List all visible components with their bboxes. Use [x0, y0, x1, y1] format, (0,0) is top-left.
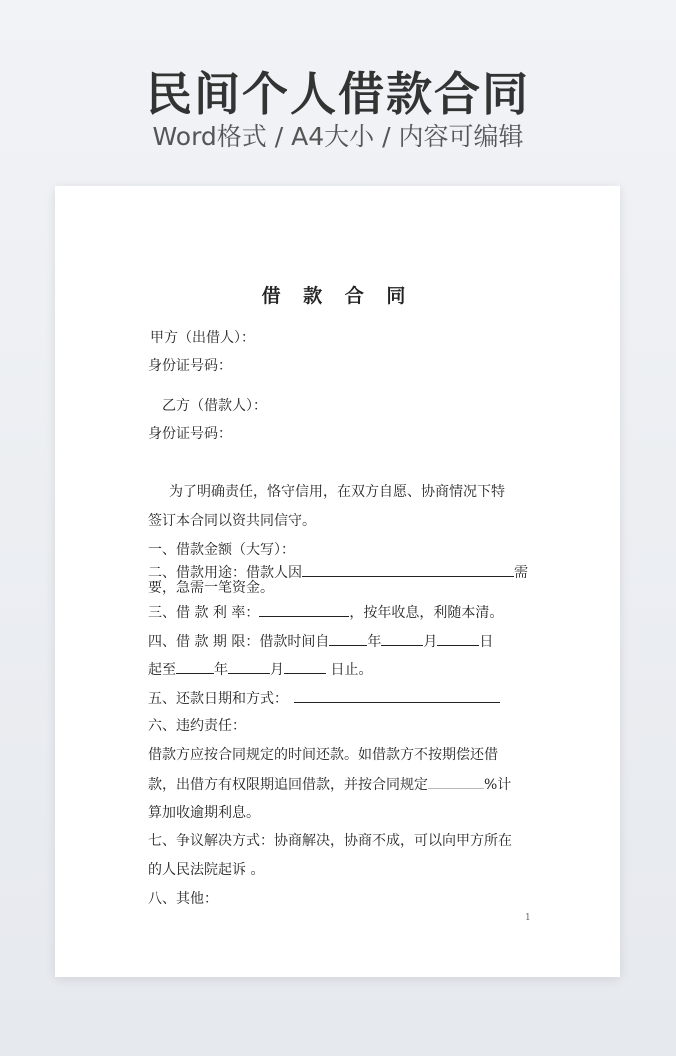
clause-2-text-2: 要，急需一笔资金。	[148, 580, 274, 596]
clause-5-text: 五、还款日期和方式：	[148, 691, 288, 707]
clause-6-para-1	[148, 745, 498, 765]
clause-6-text-3: 算加收逾期利息。	[148, 805, 260, 821]
party-a-id-line	[148, 356, 232, 376]
banner-title: 民间个人借款合同	[146, 67, 530, 121]
penalty-rate-blank[interactable]	[428, 774, 484, 789]
purpose-blank[interactable]	[302, 562, 514, 577]
clause-7-line	[148, 831, 512, 851]
document-title: 借 款 合 同	[261, 285, 414, 307]
start-day-blank[interactable]	[437, 631, 479, 646]
clause-4-end-month: 月	[270, 662, 284, 678]
preamble-text-2: 签订本合同以资共同信守。	[148, 513, 316, 529]
clause-7-line-2	[148, 860, 264, 880]
clause-7-text: 七、争议解决方式：协商解决，协商不成，可以向甲方所在	[148, 833, 512, 849]
clause-4-day: 日	[479, 634, 494, 650]
preamble-text-1: 为了明确责任，恪守信用，在双方自愿、协商情况下特	[169, 484, 505, 500]
clause-4-text: 四、借 款 期 限：借款时间自	[148, 634, 330, 650]
banner-subtitle: Word格式 / A4大小 / 内容可编辑	[152, 122, 524, 151]
clause-4-until: 起至	[148, 662, 176, 678]
clause-2-need: 需	[514, 565, 528, 581]
start-year-blank[interactable]	[329, 631, 367, 646]
clause-7-text-2: 的人民法院起诉 。	[148, 862, 265, 878]
clause-4-end: 日止。	[330, 662, 373, 678]
clause-4-month: 月	[423, 634, 438, 650]
clause-6-line	[148, 716, 246, 736]
preamble-line-2	[148, 511, 316, 531]
clause-2-line-2	[148, 578, 274, 598]
end-year-blank[interactable]	[176, 659, 214, 674]
clause-6-text: 六、违约责任：	[148, 718, 246, 734]
party-b-id-label: 身份证号码：	[148, 426, 232, 442]
clause-3-text-2: ，按年收息，利随本清。	[349, 605, 504, 621]
party-b-label: 乙方（借款人）：	[162, 398, 267, 414]
clause-6-percent: %计	[484, 777, 512, 793]
clause-2-text: 二、借款用途：借款人因	[148, 565, 302, 581]
clause-6-text-1: 借款方应按合同规定的时间还款。如借款方不按期偿还借	[148, 747, 498, 763]
document-page	[55, 186, 620, 977]
clause-3-text: 三、借 款 利 率：	[148, 605, 260, 621]
clause-6-text-2: 款，出借方有权限期追回借款，并按合同规定	[148, 777, 428, 793]
clause-6-para-2	[148, 774, 511, 795]
clause-4-year: 年	[367, 634, 382, 650]
start-month-blank[interactable]	[381, 631, 423, 646]
party-b-id-line	[148, 424, 232, 444]
clause-3-line	[148, 602, 503, 623]
party-b-line	[162, 396, 267, 416]
preamble-line-1	[169, 482, 505, 502]
clause-8-line	[148, 889, 218, 909]
page-number: 1	[525, 913, 531, 923]
clause-5-line	[148, 688, 500, 709]
clause-4-end-year: 年	[214, 662, 228, 678]
clause-4-line-2	[148, 659, 372, 680]
clause-6-para-3	[148, 803, 260, 823]
clause-8-text: 八、其他：	[148, 891, 218, 907]
clause-1-text: 一、借款金额（大写）：	[148, 542, 295, 558]
end-day-blank[interactable]	[284, 659, 326, 674]
repayment-blank[interactable]	[294, 688, 500, 703]
end-month-blank[interactable]	[228, 659, 270, 674]
interest-rate-blank[interactable]	[259, 602, 349, 617]
clause-4-line	[148, 631, 493, 652]
party-a-label: 甲方（出借人）：	[150, 330, 255, 346]
party-a-line	[150, 328, 255, 348]
clause-1-line	[148, 540, 295, 560]
party-a-id-label: 身份证号码：	[148, 358, 232, 374]
